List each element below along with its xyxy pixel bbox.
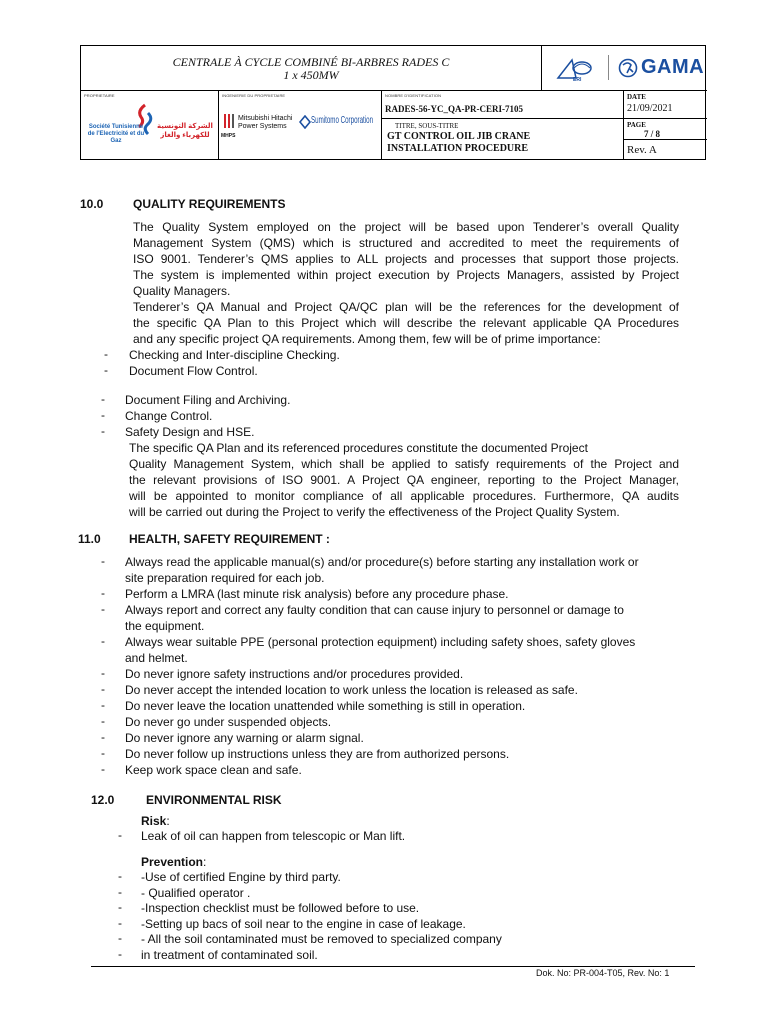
risk-item: Leak of oil can happen from telescopic or Man lift. <box>141 829 406 843</box>
bullet: - <box>101 762 105 776</box>
bullet: - <box>104 347 108 361</box>
owner-label: PROPRIETAIRE <box>84 93 115 98</box>
owner-name-arabic <box>155 122 215 140</box>
list-item: Perform a LMRA (last minute risk analysis) before any procedure phase. <box>125 587 509 601</box>
prevention-item: - Qualified operator . <box>141 885 251 900</box>
bullet: - <box>101 634 105 648</box>
prevention-label: Prevention <box>141 855 204 869</box>
sumitomo-logo-icon <box>299 115 311 129</box>
bullet: - <box>101 698 105 712</box>
identification-cell <box>381 90 623 118</box>
owner-name <box>84 124 148 145</box>
engineer-cell <box>218 90 381 160</box>
prevention-item: -Inspection checklist must be followed before to use. <box>141 901 420 915</box>
bullet: - <box>101 666 105 680</box>
prevention-item: in treatment of contaminated soil. <box>141 947 318 962</box>
revision-value: Rev. A <box>627 144 657 156</box>
revision-cell <box>623 139 707 160</box>
list-item: Keep work space clean and safe. <box>125 763 302 777</box>
prevention-item: -Setting up bacs of soil near to the engine in case of leakage. <box>141 916 466 931</box>
bullet: - <box>101 586 105 600</box>
footer-document-number: Dok. No: PR-004-T05, Rev. No: 1 <box>536 968 670 978</box>
gama-logo-text: GAMA <box>641 56 705 78</box>
bullet: - <box>118 869 122 883</box>
text-line: Management System (QMS) which is structured and accredited to meet the requirements of <box>133 236 679 250</box>
bullet: - <box>118 946 122 961</box>
bullet: - <box>101 682 105 696</box>
bullet: - <box>101 746 105 760</box>
bullet: - <box>101 714 105 728</box>
text-line: Tenderer’s QA Manual and Project QA/QC plan will be the references for the development of <box>133 300 679 314</box>
date-value: 21/09/2021 <box>627 103 673 114</box>
subtitle-line1: GT CONTROL OIL JIB CRANE <box>387 131 531 142</box>
section-10-number: 10.0 <box>80 197 104 211</box>
gama-logo-icon <box>618 58 638 78</box>
list-item: Document Flow Control. <box>129 364 258 378</box>
subtitle-label: TITRE, SOUS-TITRE <box>395 122 459 130</box>
list-item: Change Control. <box>125 409 213 423</box>
bullet: - <box>118 931 122 945</box>
text-line: will be carried out during the Project to verify the effectiveness of the Project Quality System. <box>129 505 620 519</box>
project-title-line2: 1 x 450MW <box>283 68 339 82</box>
section-12-number: 12.0 <box>91 793 115 807</box>
owner-name-line2: de l'Electricité et du Gaz <box>87 131 145 144</box>
date-label: DATE <box>627 93 646 101</box>
text-line: ISO 9001. Tenderer’s QMS applies to ALL projects and processes that support those projects. <box>133 252 679 266</box>
bullet: - <box>118 828 122 842</box>
bullet: - <box>101 554 105 568</box>
list-item: Do never accept the intended location to work unless the location is released as safe. <box>125 683 578 697</box>
owner-name-ar-line2: للكهرباء والغاز <box>160 132 210 139</box>
contractor-logos <box>541 46 707 90</box>
list-item: Do never ignore any warning or alarm signal. <box>125 731 364 745</box>
mhps-name-line2: Power Systems <box>238 123 287 130</box>
page-label: PAGE <box>627 121 646 129</box>
page-cell <box>623 118 707 139</box>
section-11-title: HEALTH, SAFETY REQUIREMENT : <box>129 532 330 546</box>
text-line: The Quality System employed on the project will be based upon Tenderer’s overall Quality <box>133 220 679 234</box>
list-item-continuation: the equipment. <box>125 619 205 633</box>
prevention-heading <box>141 854 206 870</box>
sumitomo-name: Sumitomo Corporation <box>311 115 374 126</box>
section-10-title: QUALITY REQUIREMENTS <box>133 197 286 211</box>
text-line: will be appointed to monitor compliance of all applicable procedures. Furthermore, QA audits <box>129 489 679 503</box>
bullet: - <box>118 900 122 914</box>
text-line: Quality Managers. <box>133 284 231 298</box>
bullet: - <box>104 363 108 377</box>
risk-heading <box>141 813 170 829</box>
bullet: - <box>101 408 105 422</box>
list-item-continuation: site preparation required for each job. <box>125 571 325 585</box>
date-cell <box>623 90 707 118</box>
text-line: The system is implemented within project execution by Projects Managers, assisted by Project <box>133 268 679 282</box>
risk-colon: : <box>166 814 170 828</box>
list-item: Checking and Inter-discipline Checking. <box>129 348 340 362</box>
mhps-abbr: MHPS <box>221 133 236 139</box>
text-line: the relevant provisions of ISO 9001. A Project QA engineer, reporting to the Project Manager, <box>129 473 679 487</box>
bullet: - <box>118 884 122 899</box>
project-title <box>81 46 541 90</box>
list-item-continuation: and helmet. <box>125 651 188 665</box>
owner-cell <box>81 90 218 160</box>
section-11-number: 11.0 <box>78 532 101 546</box>
text-line: Quality Management System, which shall be applied to satisfy requirements of the Project and <box>129 457 679 471</box>
list-item: Always report and correct any faulty condition that can cause injury to personnel or damage to <box>125 603 624 617</box>
header-table <box>80 45 706 160</box>
prevention-item: - All the soil contaminated must be removed to specialized company <box>141 932 502 946</box>
list-item: Do never go under suspended objects. <box>125 715 332 729</box>
document-subtitle <box>387 131 530 155</box>
section-10-paragraph-2 <box>133 299 679 347</box>
prevention-colon: : <box>203 855 207 869</box>
owner-name-line1: Société Tunisienne <box>88 124 144 130</box>
section-12-title: ENVIRONMENTAL RISK <box>146 793 282 807</box>
mhps-logo-icon <box>223 112 237 130</box>
list-item: Always wear suitable PPE (personal protection equipment) including safety shoes, safety gloves <box>125 635 636 649</box>
risk-label: Risk <box>141 814 167 828</box>
bullet: - <box>101 730 105 744</box>
page-number: 7 / 8 <box>644 129 661 139</box>
owner-name-ar-line1: الشركة التونسية <box>157 123 213 130</box>
section-10-paragraph-1 <box>133 219 679 299</box>
prevention-item: -Use of certified Engine by third party. <box>141 870 341 884</box>
footer-rule <box>91 966 695 967</box>
text-line: the specific QA Plan to this Project which will describe the relevant applicable QA Procedures <box>133 316 679 330</box>
list-item: Document Filing and Archiving. <box>125 393 291 407</box>
subtitle-line2: INSTALLATION PROCEDURE <box>387 143 529 154</box>
subtitle-cell <box>381 118 623 160</box>
project-title-line1: CENTRALE À CYCLE COMBINÉ BI-ARBRES RADES C <box>172 55 450 69</box>
bullet: - <box>101 602 105 616</box>
list-item: Do never leave the location unattended while something is still in operation. <box>125 699 526 713</box>
list-item: Do never ignore safety instructions and/or procedures provided. <box>125 667 464 681</box>
list-item: Safety Design and HSE. <box>125 425 255 439</box>
mhps-name <box>238 115 292 131</box>
list-item: Always read the applicable manual(s) and/or procedure(s) before starting any installation work or <box>125 555 639 569</box>
list-item: Do never follow up instructions unless they are from authorized persons. <box>125 747 510 761</box>
bullet: - <box>101 424 105 438</box>
mhps-name-line1: Mitsubishi Hitachi <box>238 115 293 122</box>
eri-logo-text: ERI <box>573 77 582 83</box>
engineer-label: INGENIERIE DU PROPRIETAIRE <box>222 93 286 98</box>
identification-number: RADES-56-YC_QA-PR-CERI-7105 <box>385 104 523 114</box>
text-line: The specific QA Plan and its referenced procedures constitute the documented Project <box>129 441 588 455</box>
bullet: - <box>118 915 122 930</box>
section-10-paragraph-3 <box>129 440 679 520</box>
identification-label: NOMBRE D'IDENTIFICATION <box>385 93 442 98</box>
text-line: and any specific project QA requirements. Among them, few will be of prime importance: <box>133 332 601 346</box>
bullet: - <box>101 392 105 406</box>
